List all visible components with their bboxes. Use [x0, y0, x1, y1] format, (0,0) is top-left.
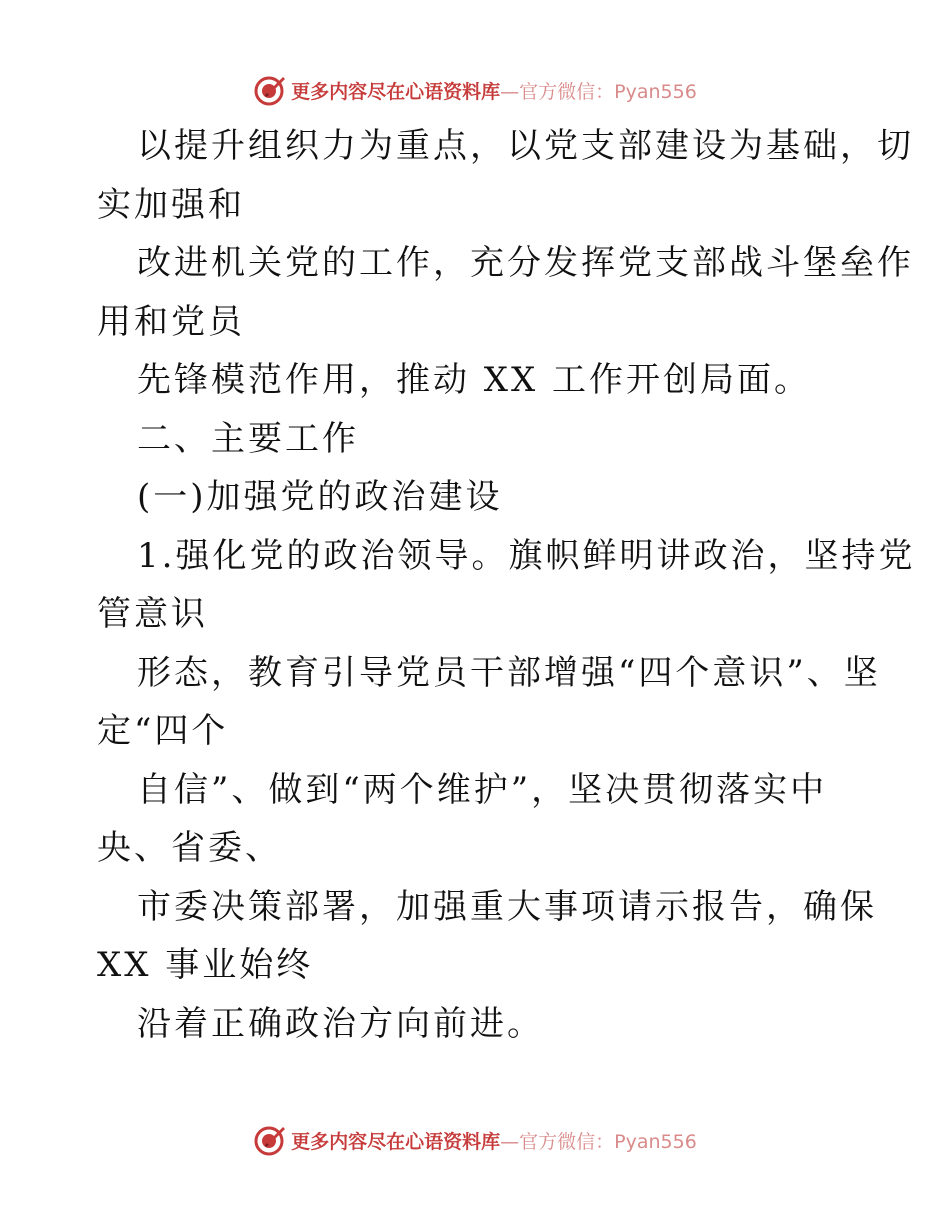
document-line: 管意识: [97, 594, 208, 634]
document-line: 实加强和: [97, 184, 245, 225]
document-line: 沿着正确政治方向前进。: [137, 1003, 544, 1044]
quill-pen-logo-icon: [253, 73, 287, 107]
document-body: [97, 117, 916, 1053]
document-line: 市委决策部署，加强重大事项请示报告，确保: [137, 886, 877, 927]
document-line: 二、主要工作: [137, 418, 359, 459]
banner-brand-text: 更多内容尽在心语资料库: [291, 80, 501, 103]
document-line: 以提升组织力为重点，以党支部建设为基础，切: [137, 126, 914, 166]
document-line: (一)加强党的政治建设: [137, 477, 503, 517]
quill-pen-logo-icon: [253, 1123, 287, 1157]
document-line: 改进机关党的工作，充分发挥党支部战斗堡垒作: [137, 243, 914, 283]
document-line: 先锋模范作用，推动 XX 工作开创局面。: [137, 360, 812, 400]
document-line: 央、省委、: [97, 828, 282, 868]
header-banner: [0, 70, 950, 110]
banner-wechat-text: —官方微信：Pyan556: [500, 80, 697, 103]
document-line: XX 事业始终: [97, 945, 314, 985]
footer-banner: [0, 1120, 950, 1160]
document-line: 自信”、做到“两个维护”，坚决贯彻落实中: [137, 769, 828, 810]
document-line: 形态，教育引导党员干部增强“四个意识”、坚: [137, 652, 881, 693]
document-line: 用和党员: [97, 301, 245, 342]
banner-wechat-text: —官方微信：Pyan556: [500, 1130, 697, 1153]
banner-brand-text: 更多内容尽在心语资料库: [291, 1130, 501, 1153]
document-line: 定“四个: [97, 711, 229, 751]
document-line: 1.强化党的政治领导。旗帜鲜明讲政治，坚持党: [137, 535, 916, 576]
